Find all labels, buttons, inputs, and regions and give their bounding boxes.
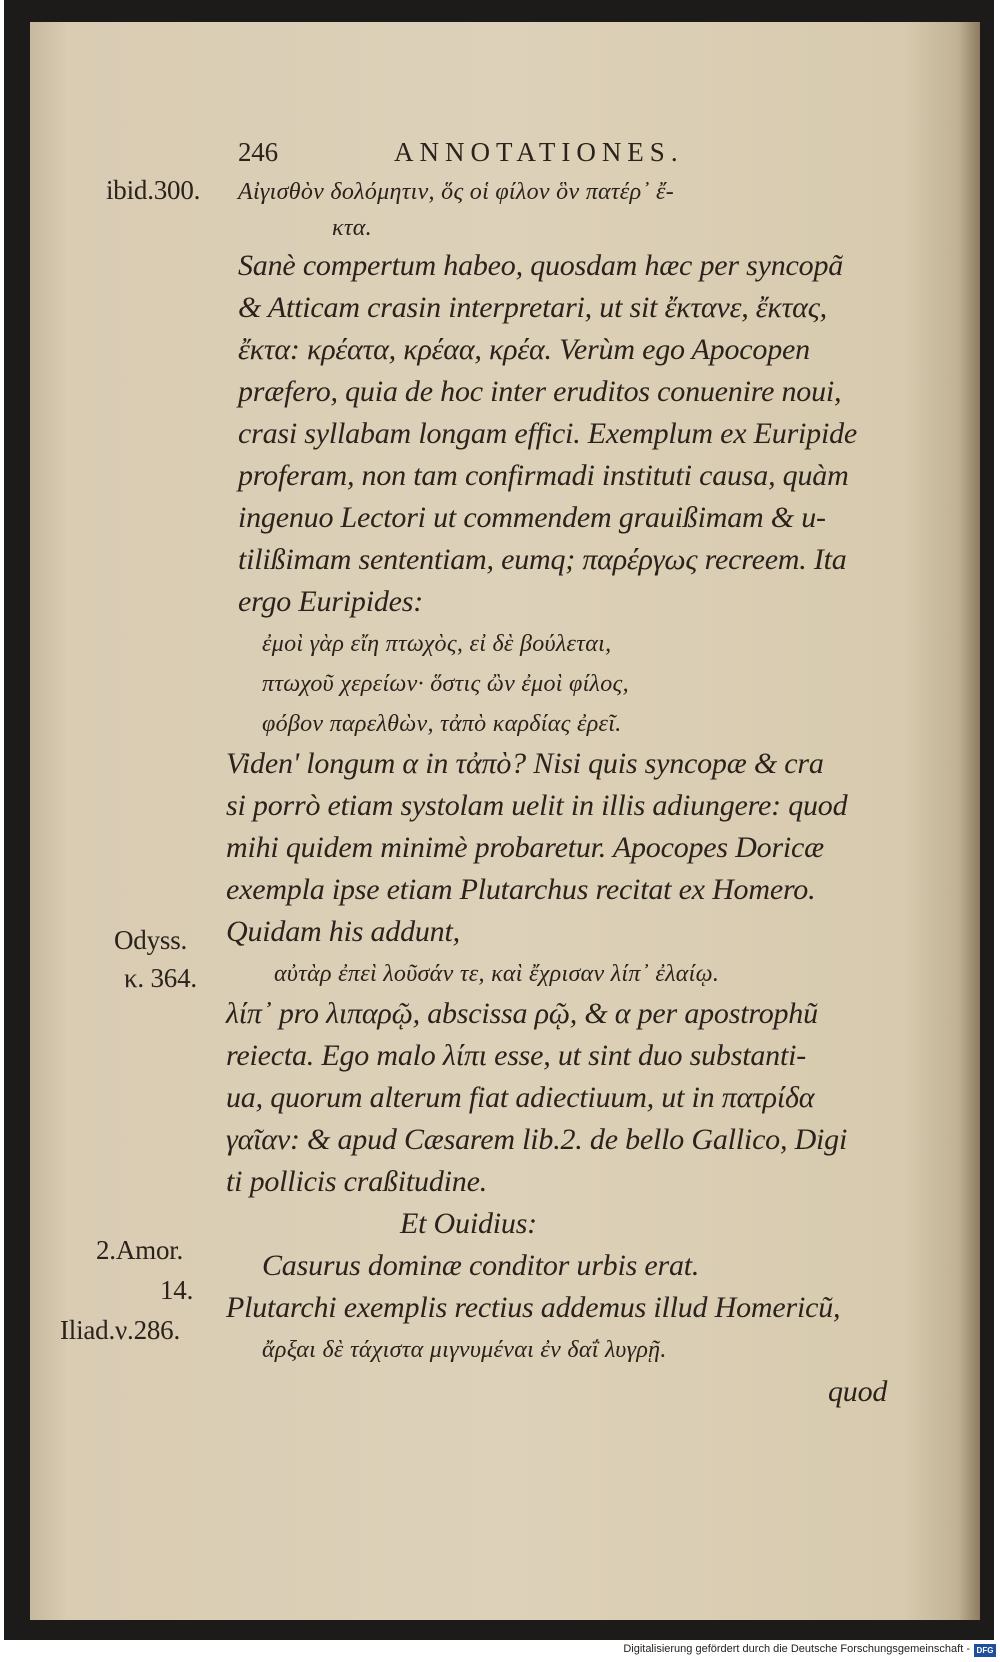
- margin-note-k364: κ. 364.: [124, 963, 197, 993]
- footer-bar: [0, 1640, 1000, 1662]
- margin-note-iliad: Iliad.ν.286.: [60, 1315, 181, 1345]
- text-line: exempla ipse etiam Plutarchus recitat ex Homero.: [226, 873, 816, 906]
- text-line: ἐμοὶ γὰρ εἴη πτωχὸς, εἰ δὲ βούλεται,: [262, 631, 612, 657]
- text-line: Viden' longum α in τἀπὸ? Nisi quis syncopæ & cra: [226, 747, 824, 780]
- text-line: ti pollicis craßitudine.: [226, 1165, 488, 1198]
- text-line: præfero, quia de hoc inter eruditos conuenire noui,: [238, 375, 842, 408]
- footer-credit: Digitalisierung gefördert durch die Deutsche Forschungsgemeinschaft -: [623, 1643, 970, 1655]
- text-line: & Atticam crasin interpretari, ut sit ἔκτανε, ἔκτας,: [238, 291, 827, 324]
- text-line: Αἰγισθὸν δολόμητιν, ὅς οἱ φίλον ὃν πατέρ᾽ ἔ-: [238, 179, 675, 205]
- text-line: Et Ouidius:: [400, 1207, 537, 1240]
- text-line: reiecta. Ego malo λίπι esse, ut sint duo substanti-: [226, 1039, 807, 1072]
- text-line: πτωχοῦ χερείων· ὅστις ὢν ἐμοὶ φίλος,: [262, 671, 629, 697]
- page-edge-shadow: [958, 22, 980, 1620]
- page-number: 246: [238, 137, 278, 167]
- text-line: ua, quorum alterum fiat adiectiuum, ut in πατρίδα: [226, 1081, 815, 1114]
- text-line: crasi syllabam longam effici. Exemplum ex Euripide: [238, 417, 858, 450]
- margin-note-14: 14.: [160, 1275, 194, 1305]
- catchword: quod: [828, 1375, 888, 1408]
- text-line: ergo Euripides:: [238, 585, 424, 618]
- text-line: ἄρξαι δὲ τάχιστα μιγνυμέναι ἐν δαΐ λυγρῇ.: [262, 1337, 667, 1363]
- book-page: [30, 22, 980, 1620]
- text-line: proferam, non tam confirmadi instituti causa, quàm: [238, 459, 849, 492]
- text-line: Casurus dominæ conditor urbis erat.: [262, 1249, 700, 1282]
- margin-note-odyss: Odyss.: [114, 925, 188, 955]
- text-line: ingenuo Lectori ut commendem grauißimam & u-: [238, 501, 826, 534]
- text-line: Plutarchi exemplis rectius addemus illud Homericũ,: [226, 1291, 841, 1324]
- text-line: φόβον παρελθὼν, τἀπὸ καρδίας ἐρεῖ.: [262, 711, 622, 737]
- running-title: ANNOTATIONES.: [394, 137, 684, 167]
- text-line: tilißimam sententiam, eumq; παρέργως recreem. Ita: [238, 543, 847, 576]
- text-line: Sanè compertum habeo, quosdam hæc per syncopã: [238, 249, 844, 282]
- text-line: ἔκτα: κρέατα, κρέαα, κρέα. Verùm ego Apocopen: [238, 333, 810, 366]
- margin-note-amor: 2.Amor.: [96, 1235, 184, 1265]
- text-line: λίπ᾽ pro λιπαρῷ, abscissa ρῷ, & α per apostrophũ: [226, 997, 818, 1030]
- text-line: κτα.: [332, 215, 372, 241]
- margin-note-ibid: ibid.300.: [106, 175, 201, 205]
- text-line: γαῖαν: & apud Cæsarem lib.2. de bello Gallico, Digi: [226, 1123, 848, 1156]
- text-line: Quidam his addunt,: [226, 915, 460, 948]
- text-line: mihi quidem minimè probaretur. Apocopes Doricæ: [226, 831, 824, 864]
- dfg-logo: DFG: [974, 1644, 996, 1657]
- text-line: si porrò etiam systolam uelit in illis adiungere: quod: [226, 789, 848, 822]
- text-line: αὐτὰρ ἐπεὶ λοῦσάν τε, καὶ ἔχρισαν λίπ᾽ ἐλαίῳ.: [274, 961, 720, 987]
